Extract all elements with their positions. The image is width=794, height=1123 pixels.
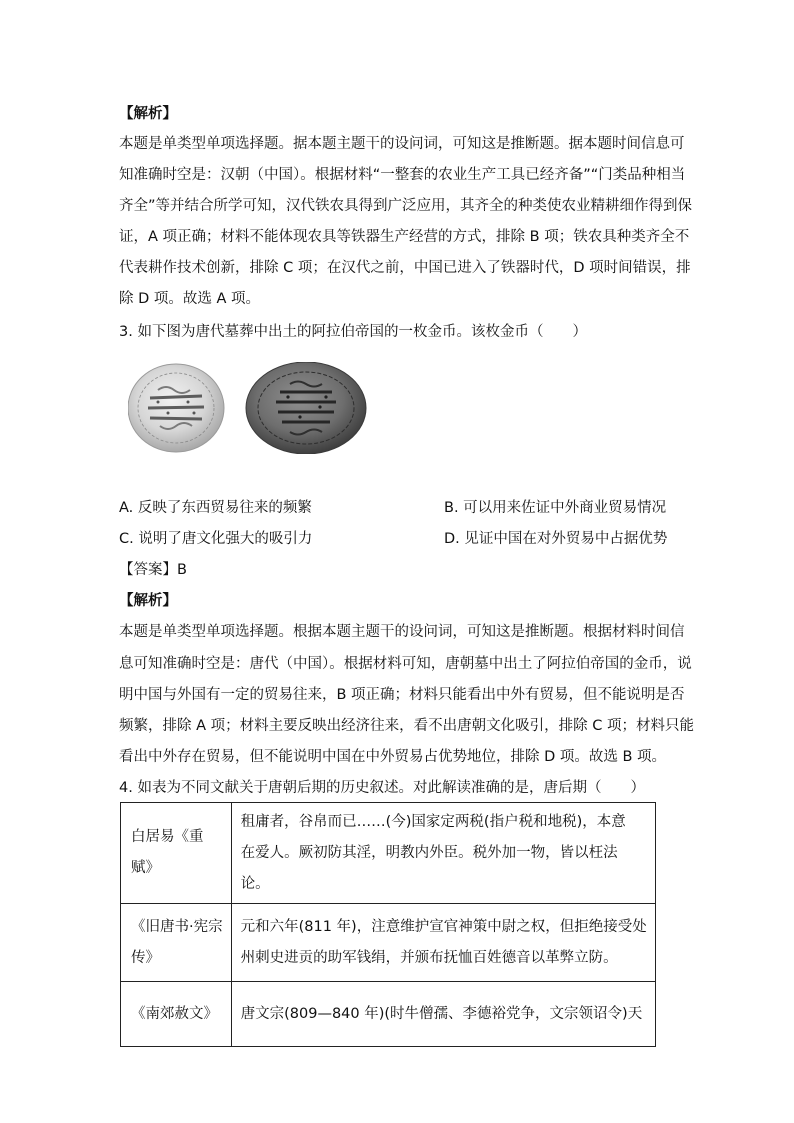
- source-text: 传》: [131, 949, 160, 966]
- source-text: 白居易《重: [131, 829, 204, 845]
- excerpt-text: 论。: [240, 875, 270, 892]
- q3-answer: 【答案】B: [119, 562, 187, 578]
- q3-option-b: B. 可以用来佐证中外商业贸易情况: [444, 500, 667, 516]
- source-text: 《旧唐书·宪宗: [131, 918, 223, 935]
- table-source-cell: [121, 803, 232, 904]
- source-text: 《南郊赦文》: [131, 1005, 218, 1022]
- table-row: [121, 803, 656, 904]
- q2-analysis-line: 知准确时空是：汉朝（中国）。根据材料“一整套的农业生产工具已经齐备”“门类品种相当: [119, 167, 686, 183]
- q2-analysis-line: 代表耕作技术创新，排除 C 项；在汉代之前，中国已进入了铁器时代，D 项时间错误，排: [119, 260, 691, 276]
- table-text-cell: [231, 904, 655, 982]
- q2-analysis-line: 除 D 项。故选 A 项。: [119, 291, 261, 307]
- coin-obverse-image: [128, 364, 224, 452]
- q3-analysis-line: 息可知准确时空是：唐代（中国）。根据材料可知，唐朝墓中出土了阿拉伯帝国的金币，说: [119, 656, 692, 672]
- q3-analysis-line: 本题是单类型单项选择题。根据本题主题干的设问词，可知这是推断题。根据材料时间信: [119, 624, 685, 640]
- table-row: [121, 904, 656, 982]
- q2-analysis-line: 本题是单类型单项选择题。据本题主题干的设问词，可知这是推断题。据本题时间信息可: [119, 136, 685, 152]
- table-row: [121, 982, 656, 1047]
- table-source-cell: [121, 982, 232, 1047]
- q3-analysis-line: 频繁，排除 A 项；材料主要反映出经济往来，看不出唐朝文化吸引，排除 C 项；材料只能: [119, 718, 694, 734]
- q2-analysis-line: 齐全”等并结合所学可知，汉代铁农具得到广泛应用，其齐全的种类使农业精耕细作得到保: [119, 198, 693, 214]
- excerpt-text: 租庸者，谷帛而已……(今)国家定两税(指户税和地税)，本意: [240, 813, 626, 830]
- excerpt-text: 州刺史进贡的助军钱绢，并颁布抚恤百姓德音以革弊立防。: [240, 949, 618, 966]
- q2-analysis-line: 证，A 项正确；材料不能体现农具等铁器生产经营的方式，排除 B 项；铁农具种类齐全不: [119, 229, 690, 245]
- coin-reverse-image: [246, 362, 366, 454]
- excerpt-text: 唐文宗(809—840 年)(时牛僧孺、李德裕党争，文宗领诏令)天: [240, 1005, 643, 1022]
- q3-option-d: D. 见证中国在对外贸易中占据优势: [444, 531, 668, 547]
- q2-analysis-heading: 【解析】: [119, 106, 177, 122]
- coin-images: [128, 362, 368, 454]
- q3-analysis-line: 看出中外存在贸易，但不能说明中国在中外贸易占优势地位，排除 D 项。故选 B 项。: [119, 749, 667, 765]
- source-text: 赋》: [131, 860, 160, 876]
- table-text-cell: [231, 982, 655, 1047]
- q3-analysis-heading: 【解析】: [119, 593, 177, 609]
- q3-option-a: A. 反映了东西贸易往来的频繁: [119, 500, 312, 516]
- table-text-cell: [231, 803, 655, 904]
- q3-stem: 3. 如下图为唐代墓葬中出土的阿拉伯帝国的一枚金币。该枚金币（ ）: [119, 324, 587, 340]
- excerpt-text: 在爱人。厥初防其淫，明教内外臣。税外加一物，皆以枉法: [240, 844, 618, 861]
- q4-stem: 4. 如表为不同文献关于唐朝后期的历史叙述。对此解读准确的是，唐后期（ ）: [119, 780, 645, 796]
- q4-source-table: [120, 802, 656, 1047]
- table-source-cell: [121, 904, 232, 982]
- excerpt-text: 元和六年(811 年)，注意维护宣官神策中尉之权，但拒绝接受处: [240, 918, 647, 935]
- q3-option-c: C. 说明了唐文化强大的吸引力: [119, 531, 313, 547]
- q3-analysis-line: 明中国与外国有一定的贸易往来，B 项正确；材料只能看出中外有贸易，但不能说明是否: [119, 687, 685, 703]
